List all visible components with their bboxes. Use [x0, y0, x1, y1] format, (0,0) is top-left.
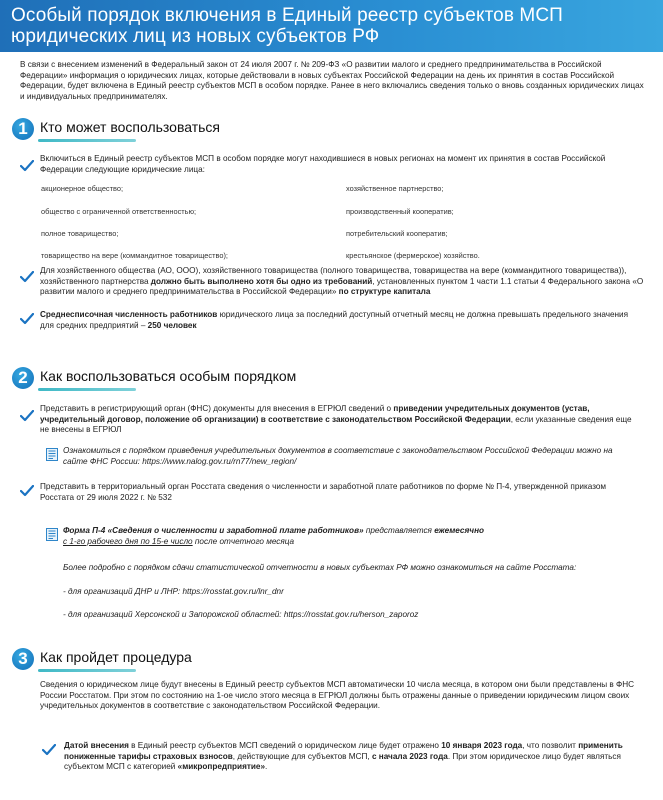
section-2-note-2: Форма П-4 «Сведения о численности и заработной плате работников» представляется ежемесячно с 1-го рабочего дня по 15-е число после отчетного месяца	[63, 526, 485, 546]
checkmark-icon	[20, 410, 34, 422]
entity-left-1: акционерное общество;	[41, 184, 124, 193]
section-2-note-3: Более подробно с порядком сдачи статистической отчетности в новых субъектах РФ можно ознакомиться на сайте Росстата:	[63, 563, 577, 572]
section-1-badge: 1	[12, 118, 34, 140]
section-2-link-herson-zaporoz[interactable]: - для организаций Херсонской и Запорожской областей: https://rosstat.gov.ru/herson_zaporoz	[63, 610, 419, 619]
section-2-link-dnr-lnr[interactable]: - для организаций ДНР и ЛНР: https://rosstat.gov.ru/lnr_dnr	[63, 587, 284, 596]
entity-left-2: общество с ограниченной ответственностью;	[41, 207, 197, 216]
intro-paragraph: В связи с внесением изменений в Федеральный закон от 24 июля 2007 г. № 209-ФЗ «О развитии малого и среднего предпринимательства в Российской Федерации» информация о юридических лицах, которые действовали в новых субъектах Российской Федерации на день их принятия в состав Российской Федерации, будет включена в Единый реестр субъектов МСП в особом порядке. Ранее в него включались сведения только о вновь созданных юридических лицах и индивидуальных предпринимателях.	[20, 60, 644, 101]
section-2-badge: 2	[12, 367, 34, 389]
entity-right-3: потребительский кооператив;	[346, 229, 448, 238]
section-3-paragraph: Сведения о юридическом лице будут внесены в Единый реестр субъектов МСП автоматически 10 числа месяца, в котором они были представлены в ФНС России Росстатом. При этом по состоянию на 1-ое число этого месяца в ЕГРЮЛ должны быть отражены данные о приведении юридическим лицом своих учредительных документов в соответствие с законодательством Российской Федерации.	[40, 680, 635, 711]
entity-right-1: хозяйственное партнерство;	[346, 184, 444, 193]
section-2-title: Как воспользоваться особым порядком	[40, 368, 297, 384]
entity-left-3: полное товарищество;	[41, 229, 119, 238]
section-3-underline	[38, 669, 136, 672]
entity-right-4: крестьянское (фермерское) хозяйство.	[346, 251, 480, 260]
section-2-note-1: Ознакомиться с порядком приведения учредительных документов в соответствие с законодательством Российской Федерации можно на сайте ФНС России: https://www.nalog.gov.ru/rn77/new_region/	[63, 446, 613, 466]
section-3-item: Датой внесения в Единый реестр субъектов МСП сведений о юридическом лице будет отражено 10 января 2023 года, что позволит применить пониженные тарифы страховых взносов, действующие для субъектов МСП, с начала 2023 года. При этом юридическое лицо будет являться субъектом МСП с категорией «микропредприятие».	[64, 741, 623, 772]
checkmark-icon	[20, 313, 34, 325]
checkmark-icon	[20, 160, 34, 172]
section-2-underline	[38, 388, 136, 391]
entity-right-2: производственный кооператив;	[346, 207, 454, 216]
checkmark-icon	[20, 485, 34, 497]
checkmark-icon	[42, 744, 56, 756]
section-1-underline	[38, 139, 136, 142]
page-header	[0, 0, 663, 52]
entity-left-4: товарищество на вере (коммандитное товарищество);	[41, 251, 228, 260]
section-3-badge: 3	[12, 648, 34, 670]
document-icon	[46, 528, 58, 541]
section-2-item-1: Представить в регистрирующий орган (ФНС) документы для внесения в ЕГРЮЛ сведений о приведении учредительных документов (устав, учредительный договор, положение об организации) в соответствие с законодательством Российской Федерации, если указанные сведения еще не внесены в ЕГРЮЛ	[40, 404, 632, 435]
section-1-title: Кто может воспользоваться	[40, 119, 221, 135]
section-1-item-1: Включиться в Единый реестр субъектов МСП в особом порядке могут находившиеся в новых регионах на момент их принятия в состав Российской Федерации следующие юридические лица:	[40, 154, 606, 174]
page-title-line-2: юридических лиц из новых субъектов РФ	[11, 26, 380, 47]
section-2-item-2: Представить в территориальный орган Росстата сведения о численности и заработной плате работников по форме № П-4, утвержденной приказом Росстата от 29 июля 2022 г. № 532	[40, 482, 607, 502]
section-3-title: Как пройдет процедура	[40, 649, 192, 665]
section-1-item-3: Среднесписочная численность работников юридического лица за последний доступный отчетный месяц не должна превышать предельного значения для средних предприятий – 250 человек	[40, 310, 629, 330]
document-icon	[46, 448, 58, 461]
page-title-line-1: Особый порядок включения в Единый реестр субъектов МСП	[11, 5, 563, 26]
checkmark-icon	[20, 271, 34, 283]
section-1-item-2: Для хозяйственного общества (АО, ООО), хозяйственного товарищества (полного товарищества, товарищества на вере (коммандитного товарищества)), хозяйственного партнерства должно быть выполнено хотя бы одно из требований, установленных пунктом 1 части 1.1 статьи 4 Федерального закона «О развитии малого и среднего предпринимательства в Российской Федерации» по структуре капитала	[40, 266, 644, 297]
